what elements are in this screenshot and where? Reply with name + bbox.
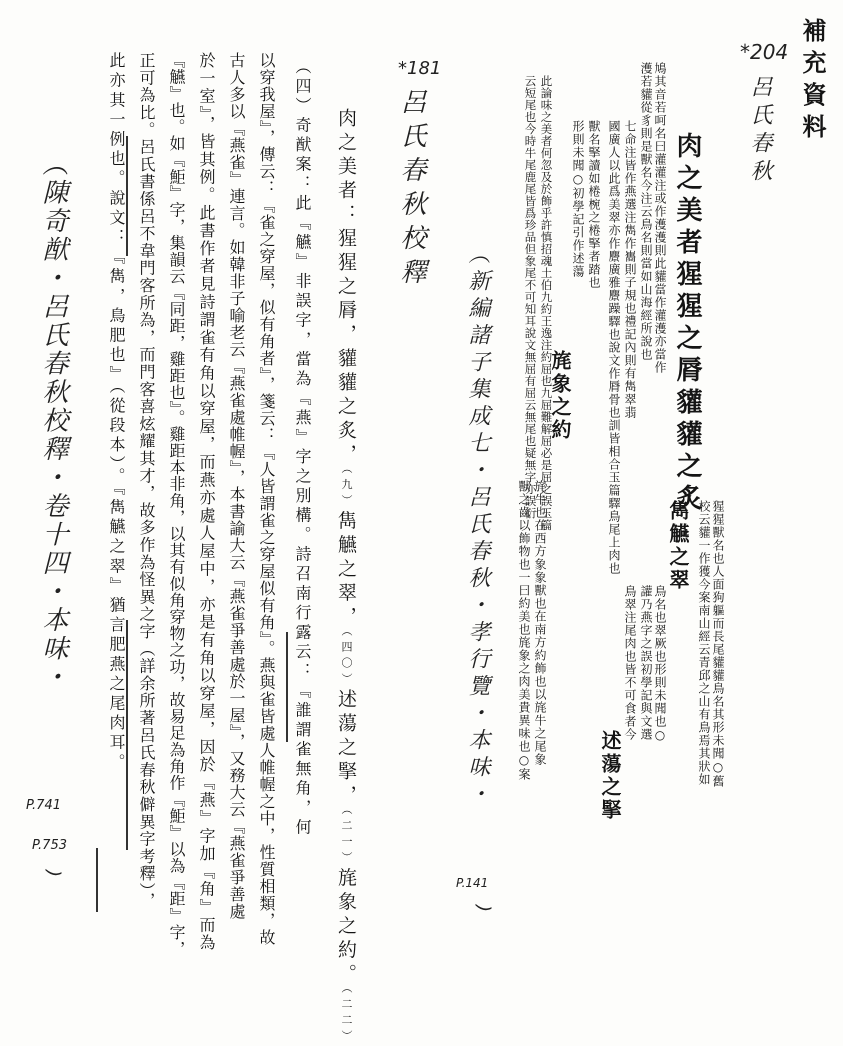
quote-line [336,108,355,1046]
scan-note-12: 獸之齒以飾物也一曰約美也旄象之肉美貴異味也○案 [518,480,530,781]
underline-mark [96,848,98,912]
scan-note-1: 校云貛一作獲今案南山經云青邱之山有鳥焉其狀如 [698,500,710,786]
scan-note-9: 獸名掔讀如棬椀之棬掔者踏也 [588,120,600,289]
body-column-0: （四）奇猷案：此『觾』非誤字，當為『燕』字之別構。詩召南行露云：『誰謂雀無角，何 [294,58,310,838]
book-name-header: 呂氏春秋 [748,75,770,187]
body-column-5: 正可為比。呂氏書係呂不韋門客所為，而門客喜炫耀其才，故多作為怪異之字（詳余所著呂氏春秋僻異字考釋）， [138,52,154,909]
quote-note-3: （二一） [340,809,353,868]
body-column-6: 此亦其一例也。說文：『雋，鳥肥也』（從段本）。『雋觾之翠』猶言肥燕之尾肉耳。 [108,52,124,773]
caption-left-close: ) [44,870,62,877]
scan-main-line: 肉之美者猩猩之脣貛貛之炙 [674,132,700,516]
caption-right-page: P.141 [456,876,488,890]
scan-note-4: 鳥名也翠厥也形則未聞也○ [654,585,666,743]
scan-note-13: 此論味之美者何忽及於飾乎許慎招魂土伯九約王逸注約屈也九屈難解屈必是屈之誤玉篇 [540,75,552,531]
underline-mark [286,632,288,742]
quote-note-4: （二二） [340,988,353,1046]
quote-note-2: （四〇） [340,631,353,690]
scan-note-5: 七命注皆作燕選注雋作巂則子規也禮記內則有雋翠翡 [624,120,636,419]
section-title: 呂氏春秋校釋 [398,88,424,292]
caption-right: （新編諸子集成七・呂氏春秋・孝行覽・本味・ [466,242,488,809]
scan-note-14: 云短尾也今時牛尾鹿尾皆爲珍品但象尾不可知耳說文無屈有屈云無尾也疑無字亦誤衍 [524,75,536,519]
scan-note-2: 鳩其音若呵名曰灌灌注或作濩濩則此貛當作灌濩亦當作 [654,62,666,374]
body-column-1: 以穿我屋』，傳云：『雀之穿屋，似有角者』，箋云：『人皆謂雀之穿屋似有角』。燕與雀皆處人帷幄之中，性質相類，故 [258,52,274,946]
ref-number-181: *181 [398,58,441,79]
scan-note-6: 讙乃燕字之誤初學記與文選 [640,585,652,741]
scan-note-0: 猩猩獸名也人面狗軀而長尾貛貛鳥名其形未聞○舊 [712,500,724,788]
caption-left: （陳奇猷・呂氏春秋校釋・卷十四・本味・ [40,150,66,692]
body-column-2: 古人多以『燕雀』連言。如韓非子喻老云『燕雀處帷幄』，本書諭大云『燕雀爭善處於一屋』，又務大云『燕雀爭善處 [228,52,244,920]
body-column-4: 『觾』也。如『鮔』字，集韻云『同距，雞距也』。雞距本非角，以其有似角穿物之功，故易足為角作『鮔』以為『距』字， [168,52,184,957]
body-column-3: 於一室』，皆其例。此書作者見詩謂雀有角以穿屋，而燕亦處人屋中，亦是有角以穿屋，因於『燕』字加『角』而為 [198,52,214,952]
ref-number-204: *204 [740,40,788,64]
quote-part-2: 雋觾之翠， [335,511,357,631]
scan-mid-a: 雋觾之翠 [668,500,688,592]
scan-mid-c: 旄象之約 [550,350,570,442]
underline-mark [126,136,128,256]
supplementary-label: 補充資料 [800,18,824,146]
scan-mid-b: 述蕩之掔 [600,730,620,822]
quote-part-4: 旄象之約。 [335,868,357,988]
caption-right-close: ) [474,905,492,912]
scan-note-7: 鳥翠注尾肉也皆不可食者今 [624,585,636,741]
scan-note-11: 旄牛也在西方象象獸也在南方約飾也以旄牛之尾象 [534,480,546,766]
quote-part-3: 述蕩之掔， [335,689,357,809]
caption-left-page-b: P.753 [32,838,67,853]
underline-mark [126,620,128,850]
quote-part-1: 肉之美者：猩猩之脣，貛貛之炙， [335,108,357,468]
scan-note-8: 國廣人以此爲美翠亦作麖廣雅麖躁驛也說文作脣骨也訓皆相合玉篇驛鳥尾上肉也 [608,120,620,575]
scan-note-3: 濩若貛從豸則是獸名今注云鳥名則當如山海經所說也 [640,62,652,361]
caption-left-page-a: P.741 [26,798,61,813]
scan-note-10: 形則未聞○初學記引作述蕩 [572,120,584,278]
quote-note-1: （九） [340,468,353,511]
